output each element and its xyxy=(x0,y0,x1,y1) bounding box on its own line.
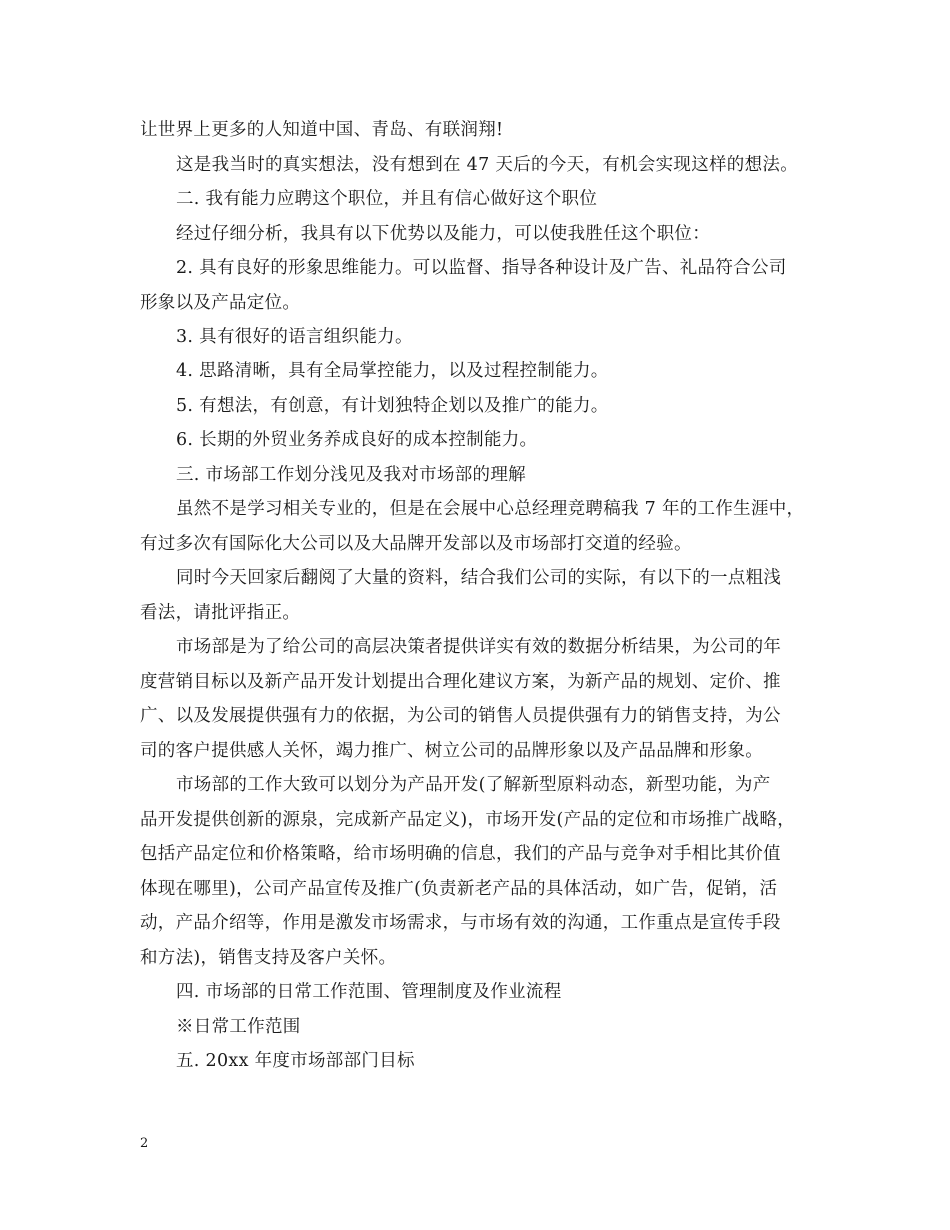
text-line: 司的客户提供感人关怀，竭力推广、树立公司的品牌形象以及产品品牌和形象。 xyxy=(140,741,763,761)
text-line: 包括产品定位和价格策略，给市场明确的信息，我们的产品与竞争对手相比其价值 xyxy=(140,844,781,864)
text-line: 同时今天回家后翻阅了大量的资料，结合我们公司的实际，有以下的一点粗浅 xyxy=(176,568,782,588)
text-line: 这是我当时的真实想法，没有想到在 47 天后的今天，有机会实现这样的想法。 xyxy=(176,155,798,175)
section-heading: 四. 市场部的日常工作范围、管理制度及作业流程 xyxy=(176,982,562,1002)
section-heading: 五. 20xx 年度市场部部门目标 xyxy=(176,1051,415,1071)
list-item: 5. 有想法，有创意，有计划独特企划以及推广的能力。 xyxy=(176,396,609,416)
text-line: 看法，请批评指正。 xyxy=(140,603,301,623)
text-line: 让世界上更多的人知道中国、青岛、有联润翔! xyxy=(140,120,504,140)
section-heading: 三. 市场部工作划分浅见及我对市场部的理解 xyxy=(176,465,526,485)
page-number: 2 xyxy=(140,1136,149,1151)
text-line: 体现在哪里)，公司产品宣传及推广(负责新老产品的具体活动，如广告，促销，活 xyxy=(140,879,778,899)
text-line: 市场部的工作大致可以划分为产品开发(了解新型原料动态，新型功能，为产 xyxy=(176,775,771,795)
text-line: 经过仔细分析，我具有以下优势以及能力，可以使我胜任这个职位： xyxy=(176,224,710,244)
list-item: 4. 思路清晰，具有全局掌控能力，以及过程控制能力。 xyxy=(176,361,609,381)
text-line: 虽然不是学习相关专业的，但是在会展中心总经理竞聘稿我 7 年的工作生涯中， xyxy=(176,499,805,519)
list-item: 6. 长期的外贸业务养成良好的成本控制能力。 xyxy=(176,430,538,450)
section-heading: 二. 我有能力应聘这个职位，并且有信心做好这个职位 xyxy=(176,189,598,209)
text-line: 品开发提供创新的源泉，完成新产品定义)，市场开发(产品的定位和市场推广战略， xyxy=(140,810,796,830)
text-line: 度营销目标以及新产品开发计划提出合理化建议方案，为新产品的规划、定价、推 xyxy=(140,672,781,692)
list-item: 2. 具有良好的形象思维能力。可以监督、指导各种设计及广告、礼品符合公司 xyxy=(176,258,787,278)
text-line: 有过多次有国际化大公司以及大品牌开发部以及市场部打交道的经验。 xyxy=(140,534,692,554)
list-item: 3. 具有很好的语言组织能力。 xyxy=(176,327,413,347)
sub-heading: ※日常工作范围 xyxy=(176,1017,301,1037)
text-line: 和方法)，销售支持及客户关怀。 xyxy=(140,948,397,968)
text-line: 形象以及产品定位。 xyxy=(140,293,301,313)
text-line: 广、以及发展提供强有力的依据，为公司的销售人员提供强有力的销售支持，为公 xyxy=(140,706,781,726)
text-line: 市场部是为了给公司的高层决策者提供详实有效的数据分析结果，为公司的年 xyxy=(176,637,782,657)
text-line: 动，产品介绍等，作用是激发市场需求，与市场有效的沟通，工作重点是宣传手段 xyxy=(140,913,781,933)
